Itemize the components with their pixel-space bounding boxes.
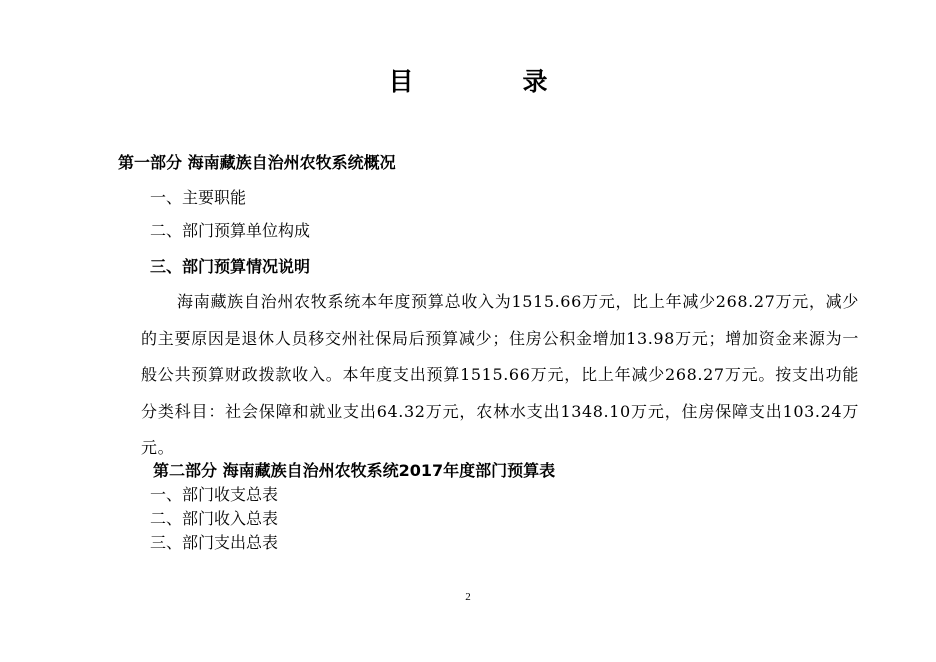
toc-item-revenue-table: 二、部门收入总表 (150, 509, 279, 528)
section3-heading: 三、部门预算情况说明 (150, 257, 311, 276)
page-number: 2 (465, 591, 471, 603)
toc-title: 目 录 (388, 67, 590, 96)
part1-heading: 第一部分 海南藏族自治州农牧系统概况 (118, 153, 396, 172)
toc-item-expenditure-table: 三、部门支出总表 (150, 533, 279, 552)
toc-item-main-functions: 一、主要职能 (150, 188, 247, 207)
budget-description-paragraph: 海南藏族自治州农牧系统本年度预算总收入为1515.66万元，比上年减少268.27万元，减少的主要原因是退休人员移交州社保局后预算减少；住房公积金增加13.98万元；增加资金来源为一般公共预算财政拨款收入。本年度支出预算1515.66万元，比上年减少268.27万元。按支出功能分类科目：社会保障和就业支出64.32万元，农林水支出1348.10万元，住房保障支出103.24万元。 (141, 292, 859, 457)
toc-item-revenue-expenditure-table: 一、部门收支总表 (150, 485, 279, 504)
part2-heading: 第二部分 海南藏族自治州农牧系统2017年度部门预算表 (153, 461, 556, 480)
toc-item-budget-units: 二、部门预算单位构成 (150, 221, 311, 240)
